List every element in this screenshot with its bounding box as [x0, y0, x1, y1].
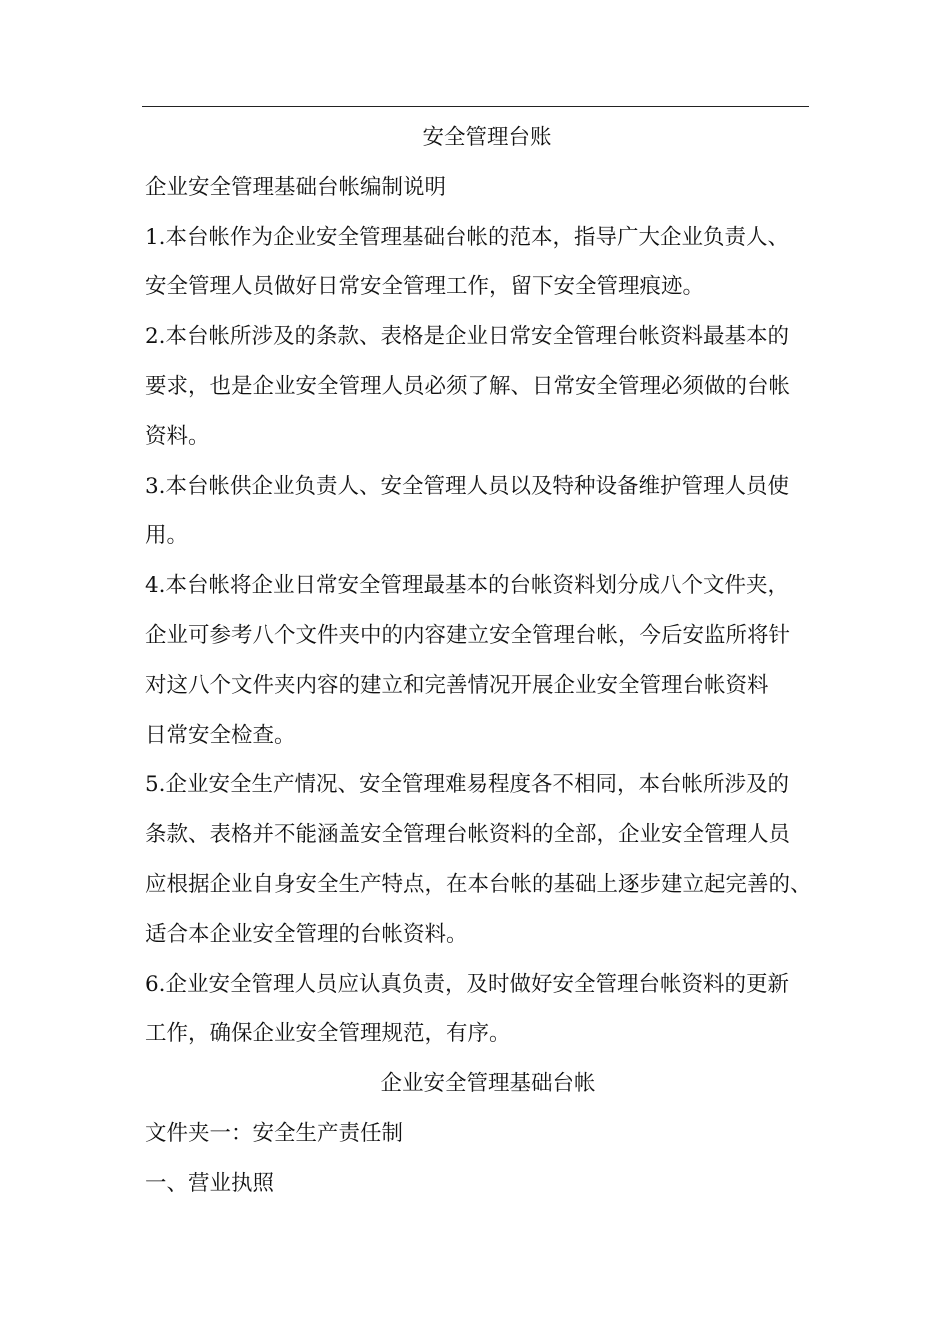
paragraph-line: 3.本台帐供企业负责人、安全管理人员以及特种设备维护管理人员使	[145, 473, 790, 499]
paragraph-line: 企业可参考八个文件夹中的内容建立安全管理台帐，今后安监所将针	[145, 622, 791, 648]
paragraph-line: 要求，也是企业安全管理人员必须了解、日常安全管理必须做的台帐	[145, 373, 791, 399]
section-title: 企业安全管理基础台帐	[380, 1071, 596, 1097]
paragraph-line: 对这八个文件夹内容的建立和完善情况开展企业安全管理台帐资料	[145, 672, 769, 698]
paragraph-line: 工作，确保企业安全管理规范，有序。	[145, 1021, 511, 1047]
paragraph-line: 条款、表格并不能涵盖安全管理台帐资料的全部，企业安全管理人员	[145, 822, 791, 848]
folder-heading: 文件夹一：安全生产责任制	[145, 1120, 404, 1146]
paragraph-line: 日常安全检查。	[145, 722, 296, 748]
header-rule	[142, 106, 809, 107]
item-heading: 一、营业执照	[145, 1170, 275, 1196]
paragraph-line: 安全管理人员做好日常安全管理工作，留下安全管理痕迹。	[145, 274, 705, 300]
paragraph-line: 2.本台帐所涉及的条款、表格是企业日常安全管理台帐资料最基本的	[145, 324, 790, 350]
paragraph-line: 6.企业安全管理人员应认真负责，及时做好安全管理台帐资料的更新	[145, 971, 790, 997]
intro-heading: 企业安全管理基础台帐编制说明	[145, 174, 447, 200]
paragraph-line: 适合本企业安全管理的台帐资料。	[145, 921, 468, 947]
paragraph-line: 资料。	[145, 423, 210, 449]
paragraph-line: 应根据企业自身安全生产特点，在本台帐的基础上逐步建立起完善的、	[145, 871, 812, 897]
paragraph-line: 1.本台帐作为企业安全管理基础台帐的范本，指导广大企业负责人、	[145, 224, 790, 250]
document-body	[145, 113, 817, 1209]
paragraph-line: 5.企业安全生产情况、安全管理难易程度各不相同，本台帐所涉及的	[145, 772, 790, 798]
paragraph-line: 4.本台帐将企业日常安全管理最基本的台帐资料划分成八个文件夹，	[145, 573, 790, 599]
document-title: 安全管理台账	[422, 125, 552, 150]
paragraph-line: 用。	[145, 523, 189, 549]
